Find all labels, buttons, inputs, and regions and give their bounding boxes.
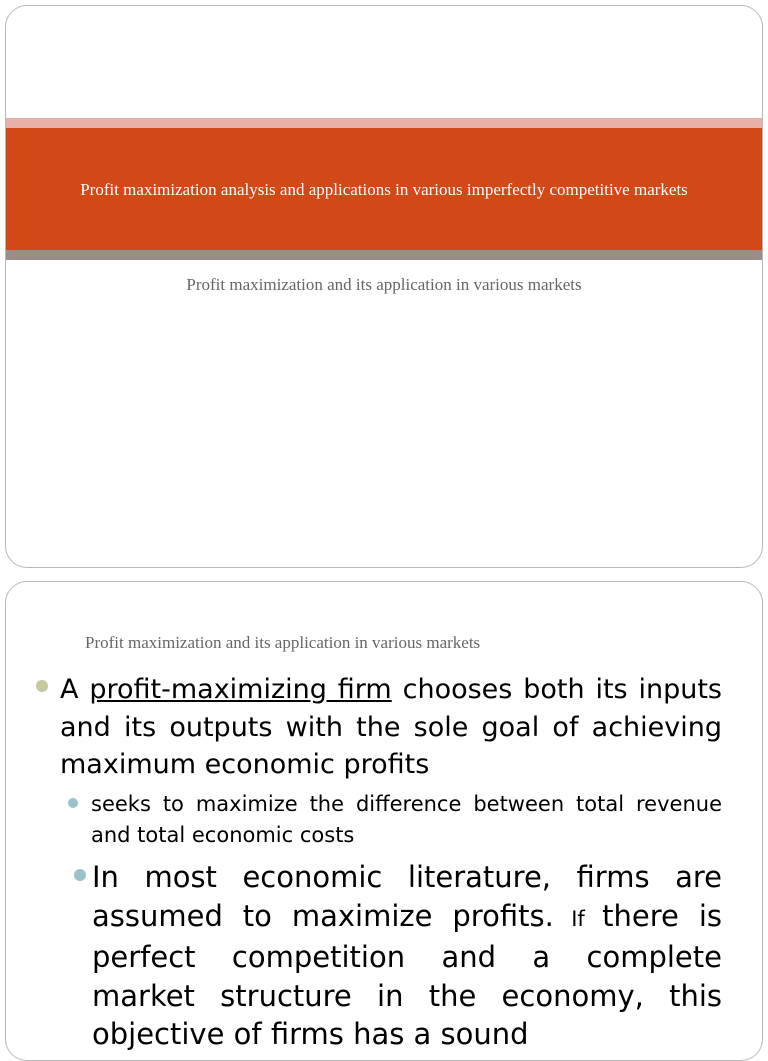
sub-bullet-dot-icon [68, 798, 78, 808]
sub-bullet-dot-icon [74, 869, 86, 881]
profit-maximizing-firm-link[interactable]: profit-maximizing firm [89, 674, 392, 705]
bullet-text-part3: there is perfect competition and a complete market structure in the economy, this objective of firms has a sound [92, 898, 722, 1051]
sub-bullet-maximize-difference: seeks to maximize the difference between total revenue and total economic costs [91, 792, 722, 847]
bullet-text-rest: chooses both its inputs and its outputs with the sole goal of achieving maximum economic profits [60, 674, 723, 780]
slide-title: Profit maximization analysis and applications in various imperfectly competitive markets [80, 179, 688, 199]
bullet-dot-icon [36, 680, 48, 692]
bullet-text-part2: If [553, 906, 603, 931]
slide-header: Profit maximization and its application in various markets [85, 633, 481, 652]
title-band [6, 128, 762, 250]
bullet-profit-maximizing-firm [60, 671, 722, 784]
bullet-text-prefix: A [60, 674, 90, 705]
title-slide [5, 5, 763, 568]
content-slide [5, 581, 763, 1061]
slide-subtitle: Profit maximization and its application in various markets [186, 275, 582, 294]
bullet-text-part1: In most economic literature, firms are assumed to maximize profits. [92, 860, 722, 933]
title-band-bottom-stripe [6, 250, 762, 260]
sub-bullet-economic-literature [92, 858, 722, 1054]
title-band-top-stripe [6, 118, 762, 128]
